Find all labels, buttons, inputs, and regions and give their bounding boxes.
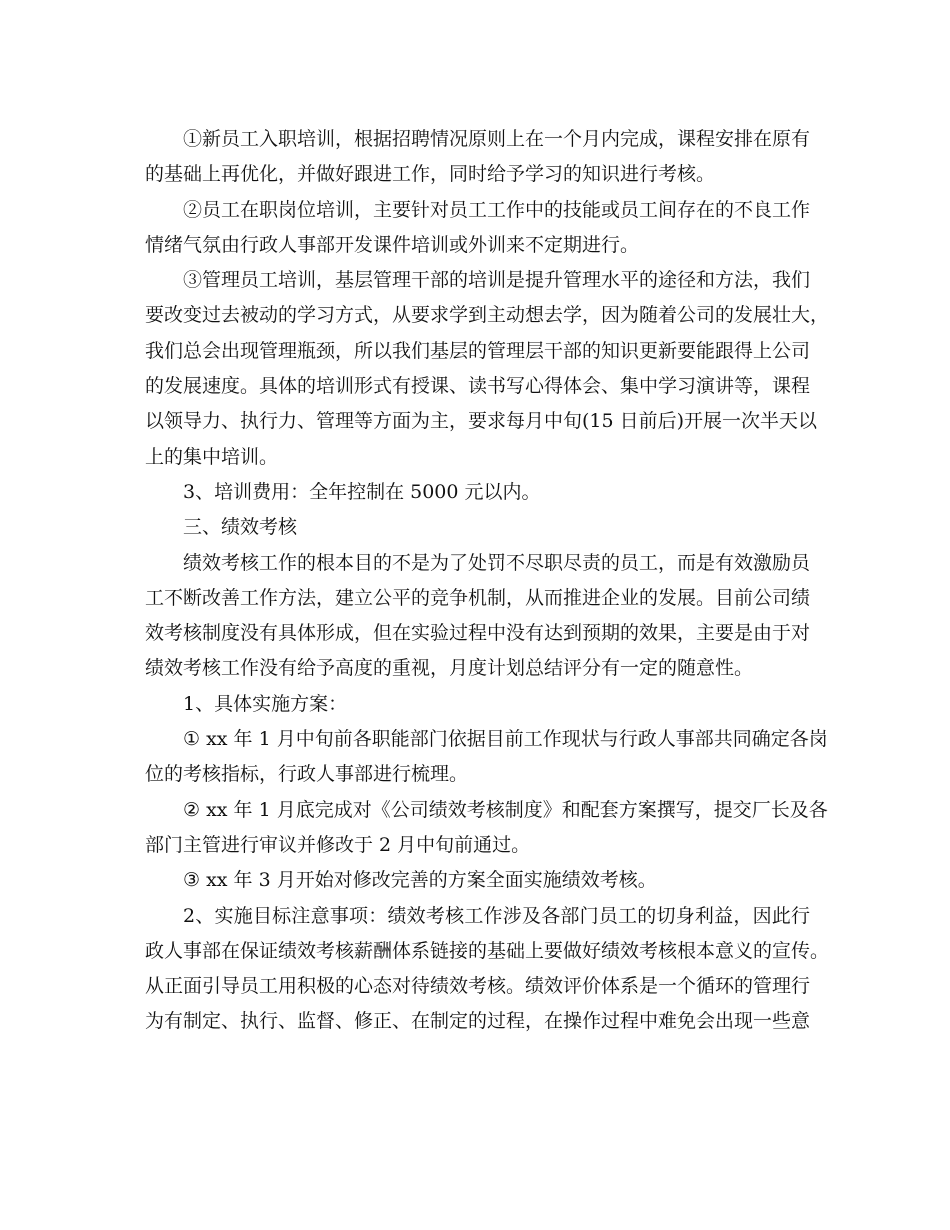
section-heading: 3、培训费用：全年控制在 5000 元以内。 <box>183 480 541 503</box>
paragraph-line: 2、实施目标注意事项：绩效考核工作涉及各部门员工的切身利益，因此行 <box>183 904 810 927</box>
paragraph-line: 绩效考核工作的根本目的不是为了处罚不尽职尽责的员工，而是有效激励员 <box>183 551 811 574</box>
paragraph-line: ②员工在职岗位培训，主要针对员工工作中的技能或员工间存在的不良工作 <box>183 198 811 221</box>
paragraph-line: 从正面引导员工用积极的心态对待绩效考核。绩效评价体系是一个循环的管理行 <box>145 975 811 998</box>
paragraph-line: ③管理员工培训，基层管理干部的培训是提升管理水平的途径和方法，我们 <box>183 269 811 292</box>
paragraph-line: 的基础上再优化，并做好跟进工作，同时给予学习的知识进行考核。 <box>145 163 716 186</box>
paragraph-line: 位的考核指标，行政人事部进行梳理。 <box>145 763 469 786</box>
paragraph-line: 效考核制度没有具体形成，但在实验过程中没有达到预期的效果，主要是由于对 <box>145 622 811 645</box>
document-body <box>145 122 830 1040</box>
paragraph-line: 上的集中培训。 <box>145 445 279 468</box>
paragraph-line: 为有制定、执行、监督、修正、在制定的过程，在操作过程中难免会出现一些意 <box>145 1010 811 1033</box>
section-heading: 三、绩效考核 <box>183 516 298 539</box>
section-heading: 1、具体实施方案： <box>183 692 348 715</box>
paragraph-line: ③ xx 年 3 月开始对修改完善的方案全面实施绩效考核。 <box>183 869 657 892</box>
paragraph-line: ② xx 年 1 月底完成对《公司绩效考核制度》和配套方案撰写，提交厂长及各 <box>183 798 828 821</box>
paragraph-line: 我们总会出现管理瓶颈，所以我们基层的管理层干部的知识更新要能跟得上公司 <box>145 339 811 362</box>
paragraph-line: 绩效考核工作没有给予高度的重视，月度计划总结评分有一定的随意性。 <box>145 657 754 680</box>
paragraph-line: 以领导力、执行力、管理等方面为主，要求每月中旬(15 日前后)开展一次半天以 <box>145 410 818 433</box>
paragraph-line: 要改变过去被动的学习方式，从要求学到主动想去学，因为随着公司的发展壮大， <box>145 304 830 327</box>
paragraph-line: 工不断改善工作方法，建立公平的竞争机制，从而推进企业的发展。目前公司绩 <box>145 586 811 609</box>
paragraph-line: 部门主管进行审议并修改于 2 月中旬前通过。 <box>145 833 531 856</box>
paragraph-line: ① xx 年 1 月中旬前各职能部门依据目前工作现状与行政人事部共同确定各岗 <box>183 728 828 751</box>
paragraph-line: 情绪气氛由行政人事部开发课件培训或外训来不定期进行。 <box>145 233 640 256</box>
paragraph-line: 的发展速度。具体的培训形式有授课、读书写心得体会、集中学习演讲等，课程 <box>145 375 811 398</box>
paragraph-line: 政人事部在保证绩效考核薪酬体系链接的基础上要做好绩效考核根本意义的宣传。 <box>145 939 830 962</box>
paragraph-line: ①新员工入职培训，根据招聘情况原则上在一个月内完成，课程安排在原有 <box>183 128 811 150</box>
